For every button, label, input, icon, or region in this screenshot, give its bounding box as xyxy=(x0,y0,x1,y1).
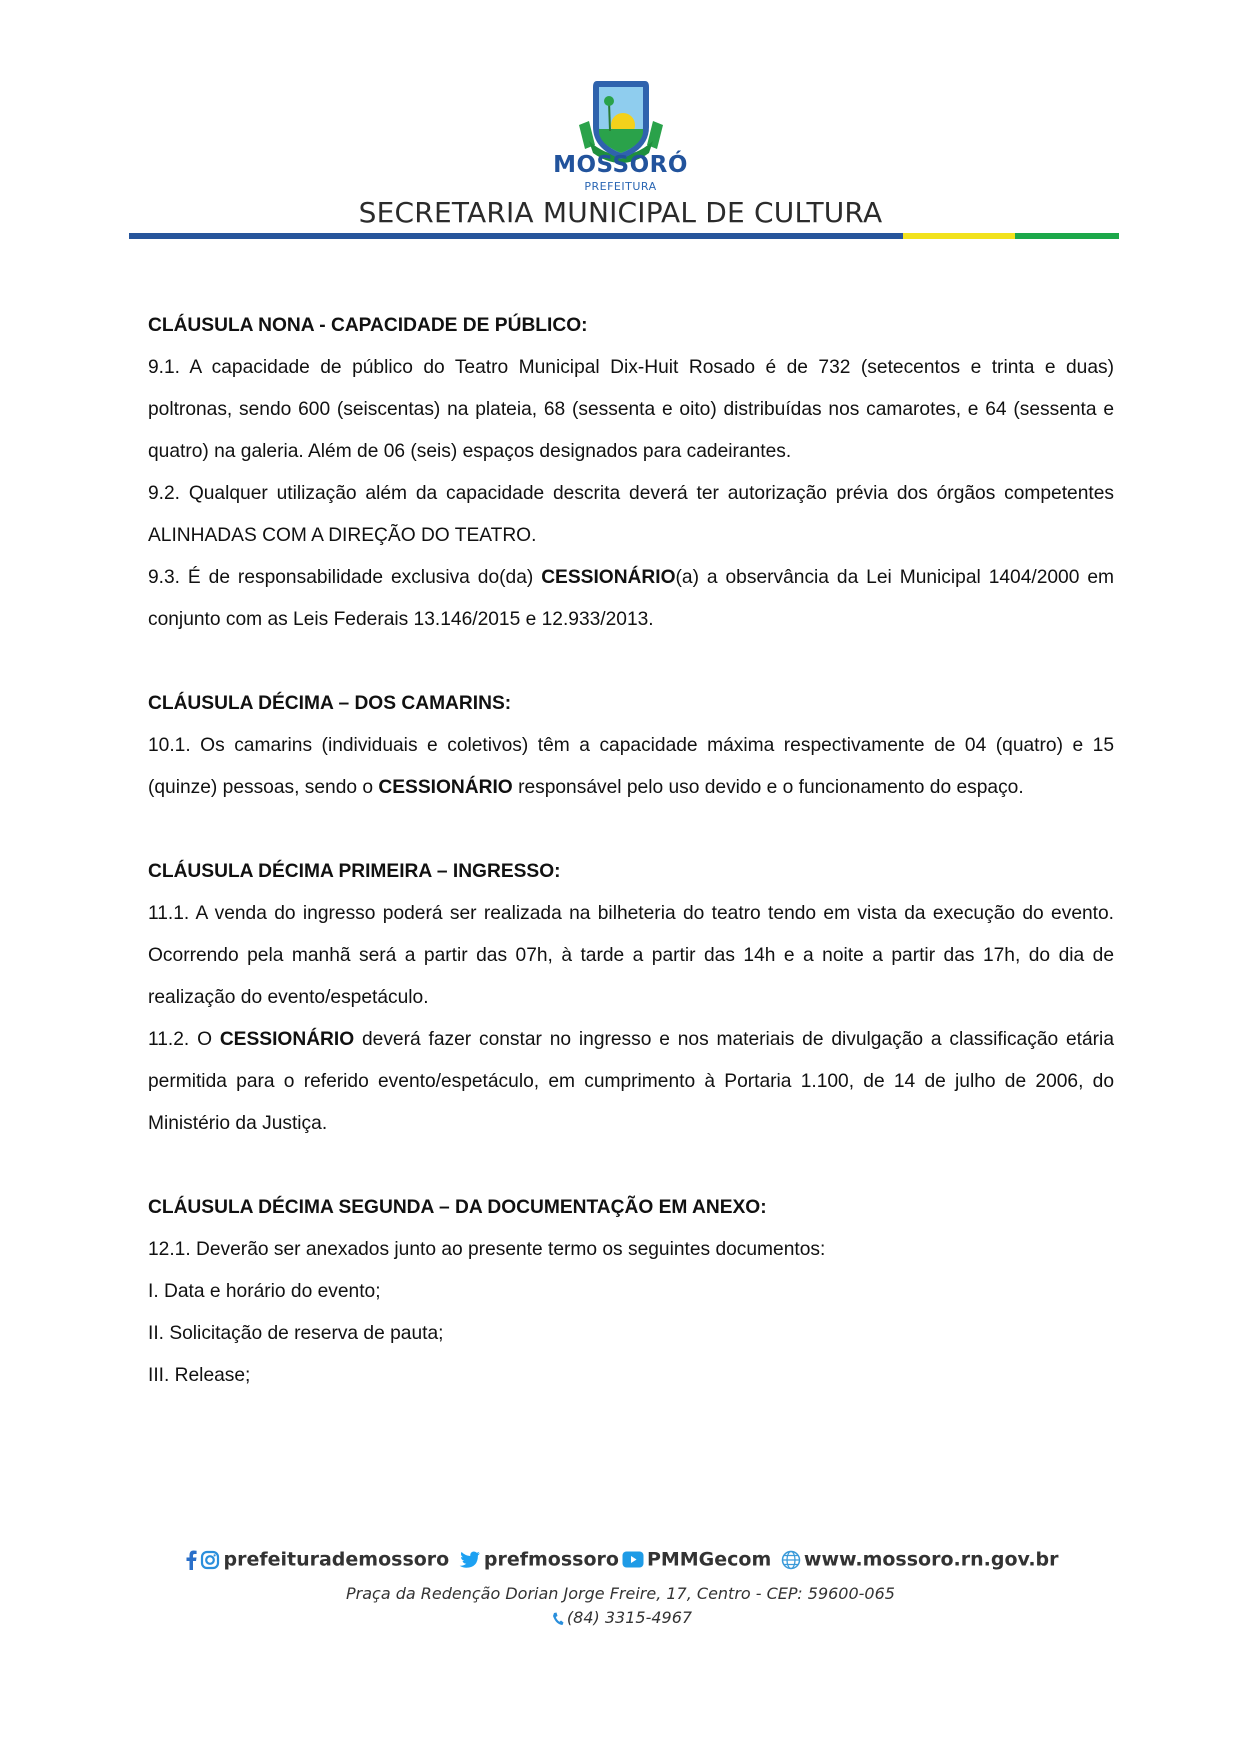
text-run: deverá fazer constar no ingresso e nos materiais de divulgação a classificação etária permitida para o referido evento/espetáculo, em cumprimento à Portaria 1.100, de 14 de julho de 2006, do Ministério da Justiça. xyxy=(148,1029,1114,1134)
header-rule-blue xyxy=(129,233,903,239)
text-run: 9.3. É de responsabilidade exclusiva do(da) xyxy=(148,567,542,588)
twitter-icon xyxy=(459,1551,481,1569)
clause-paragraph: 9.1. A capacidade de público do Teatro Municipal Dix-Huit Rosado é de 732 (setecentos e trinta e duas) poltronas, sendo 600 (seiscentas) na plateia, 68 (sessenta e oito) distribuídas nos camarotes, e 64 (sessenta e quatro) na galeria. Além de 06 (seis) espaços designados para cadeirantes. xyxy=(148,357,1114,462)
list-item: III. Release; xyxy=(148,1365,251,1386)
header-rule-yellow xyxy=(903,233,1015,239)
clause-paragraph xyxy=(148,725,1114,809)
social-handle: prefeiturademossoro xyxy=(223,1548,450,1571)
clause-11 xyxy=(148,851,1114,1145)
clause-10 xyxy=(148,683,1114,809)
text-run: 10.1. Os camarins (individuais e coletivos) têm a capacidade máxima respectivamente de 04 (quatro) e 15 (quinze) pessoas, sendo o xyxy=(148,735,1114,798)
bold-term: CESSIONÁRIO xyxy=(219,1029,355,1050)
document-body xyxy=(148,305,1114,1397)
clause-paragraph: 12.1. Deverão ser anexados junto ao presente termo os seguintes documentos: xyxy=(148,1239,826,1260)
list-item: I. Data e horário do evento; xyxy=(148,1281,381,1302)
list-item: II. Solicitação de reserva de pauta; xyxy=(148,1323,444,1344)
website-link[interactable]: www.mossoro.rn.gov.br xyxy=(803,1548,1059,1571)
globe-icon xyxy=(781,1550,801,1570)
department-title: SECRETARIA MUNICIPAL DE CULTURA xyxy=(358,196,883,229)
bold-term: CESSIONÁRIO xyxy=(378,777,513,798)
clause-heading: CLÁUSULA NONA - CAPACIDADE DE PÚBLICO: xyxy=(148,315,588,336)
header-rule-green xyxy=(1015,233,1119,239)
text-run: (a) a observância da Lei Municipal 1404/2000 em conjunto com as Leis Federais 13.146/2015 e 12.933/2013. xyxy=(148,567,1114,630)
footer-phone xyxy=(0,1608,1241,1627)
phone-icon xyxy=(552,1612,564,1626)
clause-heading: CLÁUSULA DÉCIMA PRIMEIRA – INGRESSO: xyxy=(148,861,561,882)
footer-address: Praça da Redenção Dorian Jorge Freire, 17, Centro - CEP: 59600-065 xyxy=(346,1584,895,1603)
clause-12 xyxy=(148,1187,1114,1397)
clause-paragraph: 11.1. A venda do ingresso poderá ser realizada na bilheteria do teatro tendo em vista da execução do evento. Ocorrendo pela manhã será a partir das 07h, à tarde a partir das 14h e a noite a partir das 17h, do dia de realização do evento/espetáculo. xyxy=(148,903,1114,1008)
clause-9 xyxy=(148,305,1114,641)
text-run: responsável pelo uso devido e o funcionamento do espaço. xyxy=(512,777,1024,798)
youtube-channel: PMMGecom xyxy=(646,1548,772,1571)
clause-heading: CLÁUSULA DÉCIMA SEGUNDA – DA DOCUMENTAÇÃO EM ANEXO: xyxy=(148,1197,767,1218)
text-run: 11.2. O xyxy=(148,1029,220,1050)
brand-name: MOSSORÓ xyxy=(553,152,688,178)
clause-paragraph xyxy=(148,557,1114,641)
clause-paragraph xyxy=(148,1019,1114,1145)
clause-heading: CLÁUSULA DÉCIMA – DOS CAMARINS: xyxy=(148,693,512,714)
brand-subtitle: PREFEITURA xyxy=(584,180,657,193)
letterhead xyxy=(0,0,1241,250)
bold-term: CESSIONÁRIO xyxy=(541,567,676,588)
instagram-icon xyxy=(200,1550,220,1570)
facebook-icon xyxy=(185,1550,197,1570)
twitter-handle: prefmossoro xyxy=(483,1548,619,1571)
phone-number: (84) 3315-4967 xyxy=(566,1608,693,1627)
clause-paragraph: 9.2. Qualquer utilização além da capacidade descrita deverá ter autorização prévia dos órgãos competentes ALINHADAS COM A DIREÇÃO DO TEATRO. xyxy=(148,483,1114,546)
youtube-icon xyxy=(622,1551,644,1568)
footer-social xyxy=(0,1548,1241,1571)
